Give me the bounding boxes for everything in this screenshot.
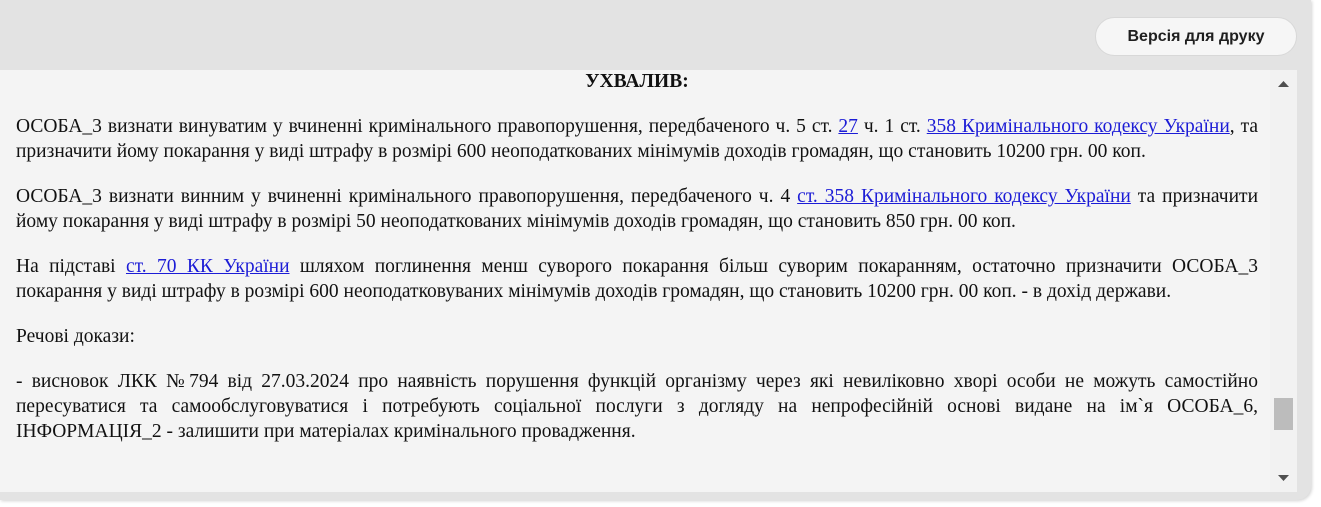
p3-text-1: На підставі: [16, 256, 126, 277]
p2-text-2: та призначити йому покарання у виді штрафу в розмірі 50 неоподаткованих мінімумів доходів громадян, що становить 850 грн. 00 коп.: [16, 186, 1258, 232]
link-article-27[interactable]: 27: [838, 116, 858, 137]
link-article-358-criminal-code[interactable]: 358 Кримінального кодексу України: [926, 116, 1230, 137]
vertical-scrollbar[interactable]: [1270, 70, 1297, 492]
p3-text-2: шляхом поглинення менш суворого покарання більш суворим покаранням, остаточно призначити ОСОБА_3 покарання у виді штрафу в розмірі 600 неоподатковуваних мінімумів доходів громадян, що становить 10200 грн. 00 коп. - в дохід держави.: [16, 256, 1258, 302]
paragraph-evidence-heading: Речові докази:: [16, 326, 135, 347]
paragraph-guilty-verdict: [16, 114, 1258, 164]
paragraph-second-offense: [16, 184, 1258, 234]
p1-text-3: , та призначити йому покарання у виді штрафу в розмірі 600 неоподаткованих мінімумів доходів громадян, що становить 10200 грн. 00 коп.: [16, 116, 1259, 162]
scrollbar-thumb[interactable]: [1274, 398, 1293, 430]
p1-text-2: ч. 1 ст.: [857, 116, 927, 137]
ruling-heading: УХВАЛИВ:: [585, 71, 689, 92]
paragraph-final-sentence: [16, 254, 1258, 304]
print-version-button[interactable]: Версія для друку: [1095, 17, 1297, 56]
p1-text-1: ОСОБА_3 визнати винуватим у вчиненні кримінального правопорушення, передбаченого ч. 5 ст.: [16, 116, 839, 137]
link-article-70[interactable]: ст. 70 КК України: [125, 256, 290, 277]
document-text: [16, 70, 1258, 444]
document-viewport: [0, 70, 1297, 492]
link-article-358-part-4[interactable]: ст. 358 Кримінального кодексу України: [797, 186, 1131, 207]
p2-text-1: ОСОБА_3 визнати винним у вчиненні кримінального правопорушення, передбаченого ч. 4: [16, 186, 798, 207]
scroll-down-arrow-icon[interactable]: [1270, 468, 1297, 488]
paragraph-evidence-item: - висновок ЛКК №794 від 27.03.2024 про наявність порушення функцій організму через які невиліковно хворі особи не можуть самостійно пересуватися та самообслуговуватися і потребують соціальної послуги з догляду на непрофесійній основі видане на ім`я ОСОБА_6, ІНФОРМАЦІЯ_2 - залишити при матеріалах кримінального провадження.: [16, 371, 1258, 442]
scroll-up-arrow-icon[interactable]: [1270, 74, 1297, 94]
